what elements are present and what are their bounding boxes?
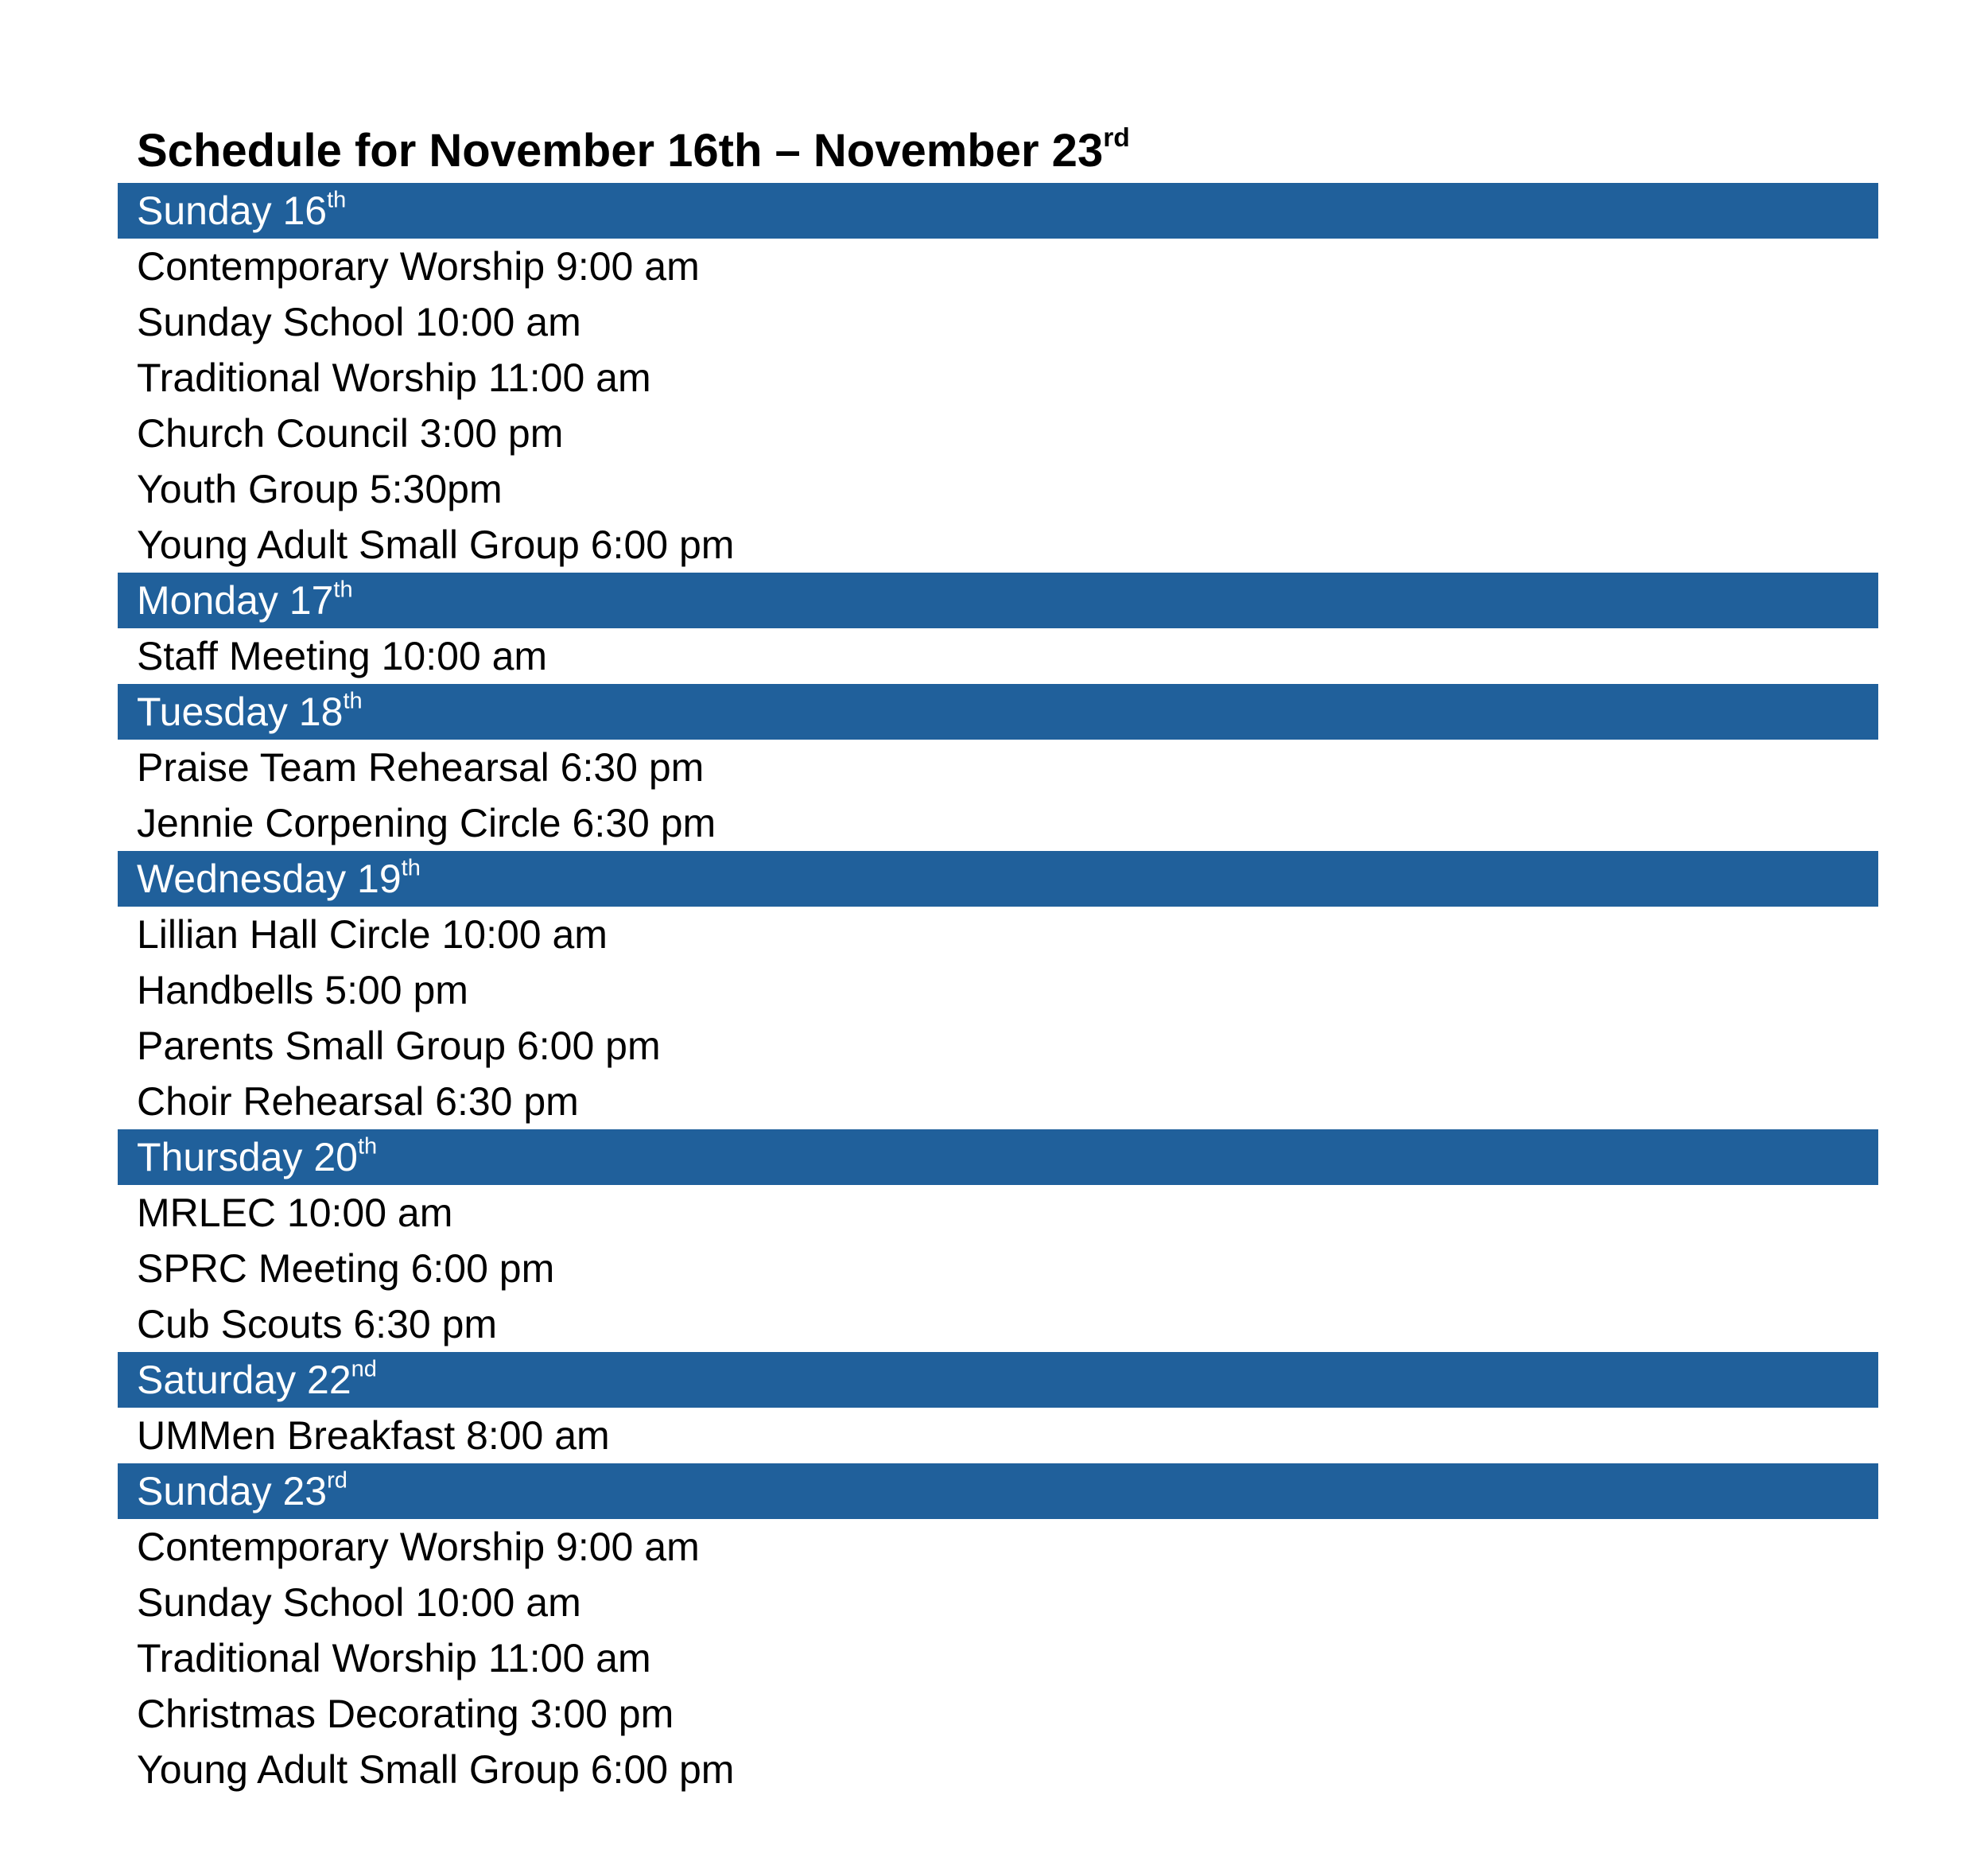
event-item: Staff Meeting 10:00 am <box>137 634 548 678</box>
day-header <box>118 851 1878 907</box>
day-label: Thursday 20 <box>137 1135 358 1179</box>
day-label: Sunday 23 <box>137 1469 328 1513</box>
day-ordinal-suffix: rd <box>327 1467 348 1494</box>
day-list <box>118 183 1878 1797</box>
event-item: Contemporary Worship 9:00 am <box>137 244 700 289</box>
day-section <box>118 1129 1878 1352</box>
event-item: Young Adult Small Group 6:00 pm <box>137 523 735 567</box>
event-item: MRLEC 10:00 am <box>137 1191 453 1235</box>
event-item: Church Council 3:00 pm <box>137 411 564 456</box>
event-item: UMMen Breakfast 8:00 am <box>137 1413 610 1458</box>
event-item: Christmas Decorating 3:00 pm <box>137 1692 674 1736</box>
event-item: Choir Rehearsal 6:30 pm <box>137 1079 579 1124</box>
day-ordinal-suffix: th <box>327 187 347 213</box>
day-section <box>118 684 1878 851</box>
day-label: Sunday 16 <box>137 188 328 233</box>
event-item: Contemporary Worship 9:00 am <box>137 1525 700 1569</box>
day-section <box>118 1463 1878 1797</box>
day-header <box>118 1352 1878 1408</box>
day-label: Saturday 22 <box>137 1358 351 1402</box>
event-item: Youth Group 5:30pm <box>137 467 503 511</box>
day-ordinal-suffix: th <box>357 1133 378 1160</box>
schedule-title-suffix: rd <box>1103 122 1130 153</box>
schedule-title-text: Schedule for November 16th – November 23 <box>137 125 1104 177</box>
day-label: Wednesday 19 <box>137 857 402 901</box>
event-item: Parents Small Group 6:00 pm <box>137 1024 661 1068</box>
event-item: Jennie Corpening Circle 6:30 pm <box>137 801 716 845</box>
event-item: Traditional Worship 11:00 am <box>137 1636 651 1680</box>
event-item: SPRC Meeting 6:00 pm <box>137 1246 555 1291</box>
day-ordinal-suffix: th <box>401 855 421 881</box>
day-ordinal-suffix: th <box>343 688 363 714</box>
day-header <box>118 573 1878 628</box>
event-item: Sunday School 10:00 am <box>137 1580 581 1625</box>
day-header <box>118 684 1878 740</box>
event-item: Lillian Hall Circle 10:00 am <box>137 912 608 957</box>
day-label: Monday 17 <box>137 578 334 623</box>
event-item: Praise Team Rehearsal 6:30 pm <box>137 745 705 790</box>
event-item: Sunday School 10:00 am <box>137 300 581 344</box>
event-item: Traditional Worship 11:00 am <box>137 355 651 400</box>
event-item: Cub Scouts 6:30 pm <box>137 1302 498 1346</box>
event-item: Young Adult Small Group 6:00 pm <box>137 1747 735 1792</box>
day-ordinal-suffix: nd <box>351 1356 377 1382</box>
schedule-title <box>118 119 1878 183</box>
day-section <box>118 573 1878 684</box>
day-section <box>118 183 1878 573</box>
day-section <box>118 1352 1878 1463</box>
day-header <box>118 1129 1878 1185</box>
schedule-document <box>118 119 1878 1797</box>
day-header <box>118 1463 1878 1519</box>
day-label: Tuesday 18 <box>137 690 344 734</box>
day-section <box>118 851 1878 1129</box>
day-ordinal-suffix: th <box>333 577 353 603</box>
day-header <box>118 183 1878 239</box>
event-item: Handbells 5:00 pm <box>137 968 468 1012</box>
